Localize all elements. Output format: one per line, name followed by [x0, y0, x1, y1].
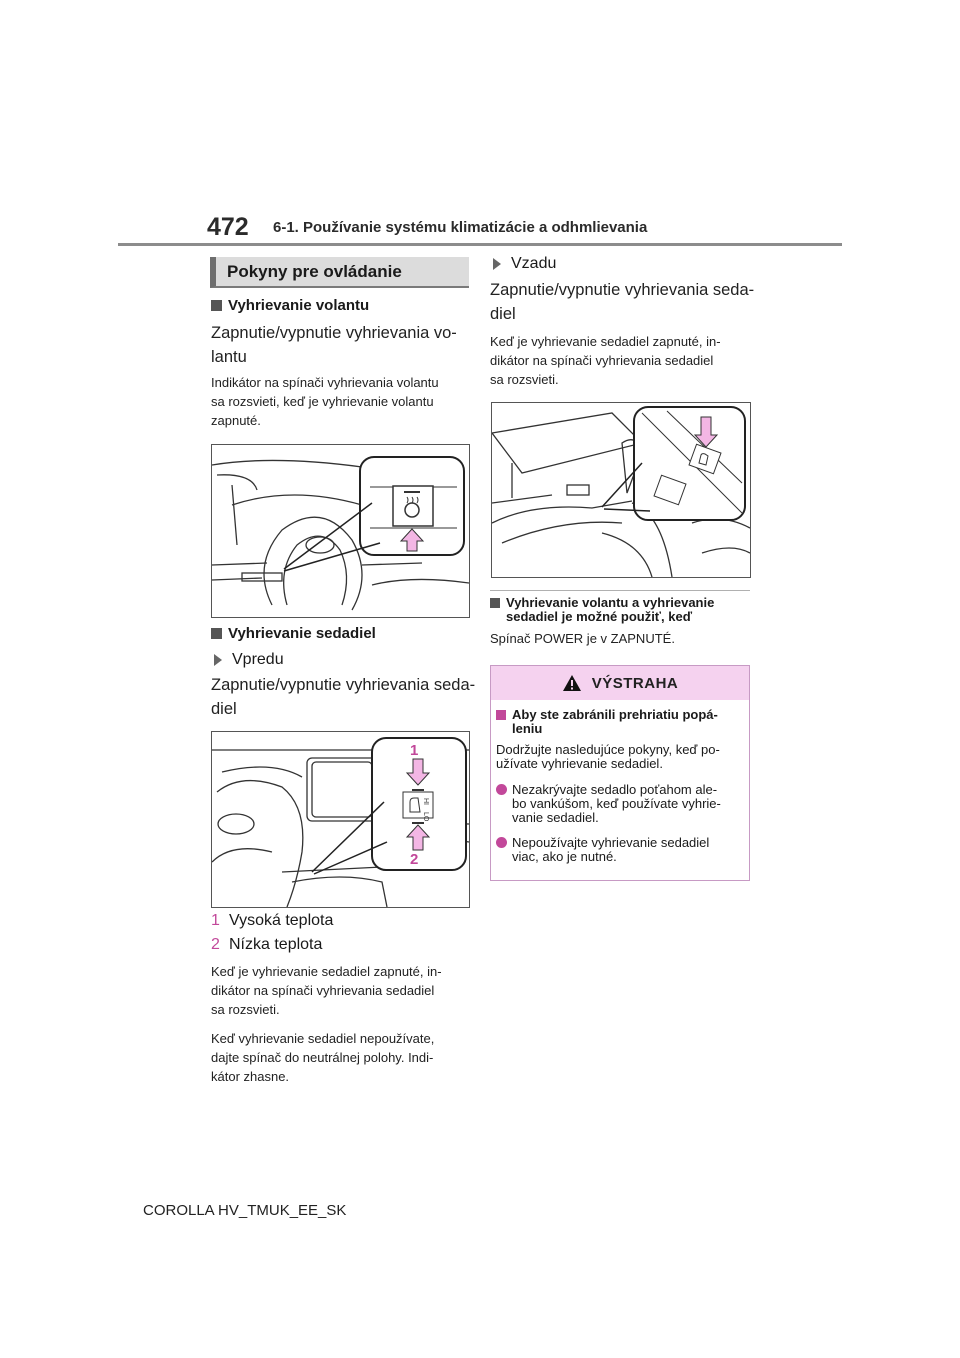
rear-note — [490, 332, 721, 389]
callout-number-2: 2 — [410, 851, 419, 868]
warning-bullet-line: viac, ako je nutné. — [512, 849, 617, 864]
item-number: 2 — [211, 936, 220, 953]
seat-action — [211, 673, 475, 721]
warning-heading-line: Aby ste zabránili prehriatiu popá- — [512, 707, 718, 722]
front-seat-heater-illustration — [211, 731, 470, 908]
round-bullet-icon — [496, 784, 507, 795]
rear-note-line: sa rozsvieti. — [490, 372, 559, 387]
switch-hi-label: HI — [422, 798, 429, 805]
section-divider — [490, 590, 750, 591]
steering-heading-text: Vyhrievanie volantu — [228, 297, 370, 314]
front-label — [211, 651, 284, 669]
warning-box — [490, 665, 750, 881]
square-bullet-icon — [211, 628, 222, 639]
rear-action — [490, 278, 754, 326]
front-label-text: Vpredu — [232, 651, 284, 668]
page-number: 472 — [207, 213, 249, 241]
seat-note-2 — [211, 1029, 434, 1086]
rear-label-text: Vzadu — [511, 255, 557, 272]
steering-action-line: Zapnutie/vypnutie vyhrievania vo- — [211, 324, 457, 342]
square-bullet-icon — [490, 598, 500, 608]
steering-note-line: zapnuté. — [211, 413, 261, 428]
seat-heading-text: Vyhrievanie sedadiel — [228, 625, 376, 642]
callout-number-1: 1 — [410, 742, 419, 759]
steering-action — [211, 321, 457, 369]
list-item — [211, 936, 322, 954]
list-item — [211, 912, 333, 930]
item-text: Nízka teplota — [229, 936, 323, 953]
warning-title: VÝSTRAHA — [591, 674, 679, 692]
seat-action-line: Zapnutie/vypnutie vyhrievania seda- — [211, 676, 476, 694]
seat-action-line: diel — [211, 700, 237, 718]
conditions-text: Spínač POWER je v ZAPNUTÉ. — [490, 631, 675, 646]
footer-model: COROLLA HV_TMUK_EE_SK — [143, 1202, 347, 1219]
rear-action-line: Zapnutie/vypnutie vyhrievania seda- — [490, 281, 755, 299]
seat-note-line: Keď je vyhrievanie sedadiel zapnuté, in- — [211, 964, 442, 979]
steering-heater-illustration — [211, 444, 470, 618]
steering-note — [211, 373, 439, 430]
rear-label — [490, 255, 556, 273]
warning-heading-line: leniu — [512, 721, 543, 736]
round-bullet-icon — [496, 837, 507, 848]
steering-note-line: Indikátor na spínači vyhrievania volantu — [211, 375, 439, 390]
seat-heating-heading — [211, 625, 376, 642]
seat-note — [211, 962, 442, 1019]
warning-bullet — [496, 783, 744, 825]
warning-bullet-line: bo vankúšom, keď používate vyhrie- — [512, 796, 721, 811]
steering-heating-heading — [211, 297, 369, 314]
conditions-heading-line: Vyhrievanie volantu a vyhrievanie — [506, 595, 715, 610]
rear-action-line: diel — [490, 305, 516, 323]
callout-bubble — [372, 738, 466, 870]
callout-bubble — [360, 457, 464, 555]
section-title: 6-1. Používanie systému klimatizácie a odhmlievania — [273, 219, 648, 236]
warning-heading — [496, 708, 744, 736]
warning-bullet-line: vanie sedadiel. — [512, 810, 599, 825]
seat-note-line: dikátor na spínači vyhrievania sedadiel — [211, 983, 435, 998]
steering-action-line: lantu — [211, 348, 247, 366]
rear-note-line: dikátor na spínači vyhrievania sedadiel — [490, 353, 714, 368]
warning-header — [491, 666, 749, 700]
warning-intro — [496, 743, 744, 771]
warning-intro-line: Dodržujte nasledujúce pokyny, keď po- — [496, 742, 720, 757]
rear-note-line: Keď je vyhrievanie sedadiel zapnuté, in- — [490, 334, 721, 349]
seat-note2-line: dajte spínač do neutrálnej polohy. Indi- — [211, 1050, 434, 1065]
warning-triangle-icon — [562, 674, 582, 692]
conditions-heading — [490, 596, 714, 624]
warning-bullet-line: Nepoužívajte vyhrievanie sedadiel — [512, 835, 710, 850]
triangle-bullet-icon — [493, 258, 501, 270]
square-bullet-icon — [496, 710, 506, 720]
block-title: Pokyny pre ovládanie — [210, 257, 469, 288]
warning-bullet — [496, 836, 744, 864]
conditions-heading-line: sedadiel je možné použiť, keď — [506, 609, 693, 624]
callout-bubble — [634, 407, 745, 520]
rear-seat-heater-illustration — [491, 402, 751, 578]
item-number: 1 — [211, 912, 220, 929]
seat-note2-line: Keď vyhrievanie sedadiel nepoužívate, — [211, 1031, 435, 1046]
seat-note-line: sa rozsvieti. — [211, 1002, 280, 1017]
item-text: Vysoká teplota — [229, 912, 334, 929]
seat-note2-line: kátor zhasne. — [211, 1069, 290, 1084]
switch-lo-label: LO — [422, 812, 429, 822]
steering-note-line: sa rozsvieti, keď je vyhrievanie volantu — [211, 394, 434, 409]
header-rule — [118, 243, 842, 246]
square-bullet-icon — [211, 300, 222, 311]
triangle-bullet-icon — [214, 654, 222, 666]
warning-bullet-line: Nezakrývajte sedadlo poťahom ale- — [512, 782, 718, 797]
warning-intro-line: užívate vyhrievanie sedadiel. — [496, 756, 663, 771]
